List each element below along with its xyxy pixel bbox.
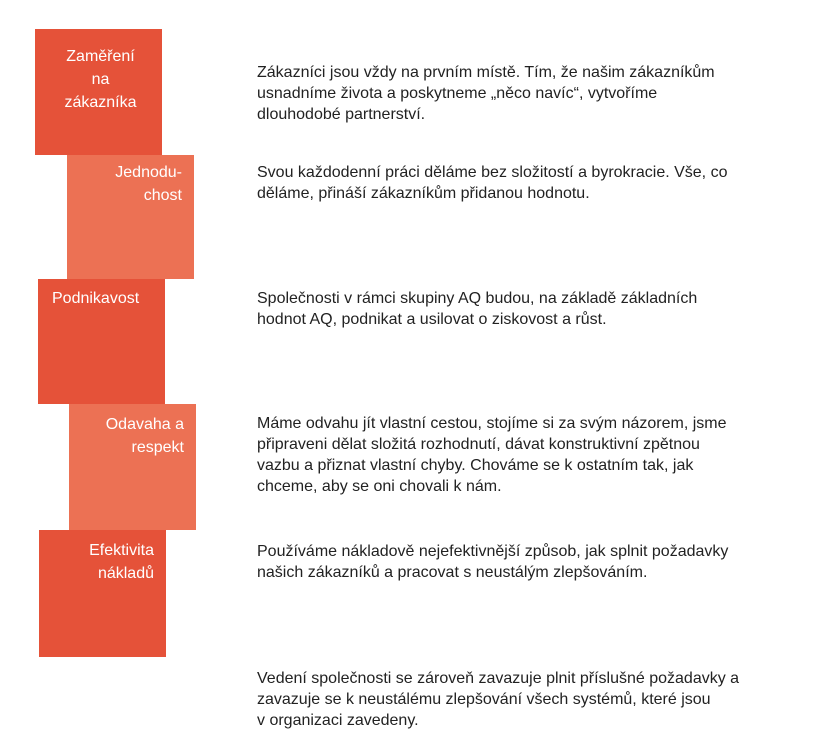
value-label: Odavaha a respekt xyxy=(105,416,184,456)
value-block-entrepreneurship xyxy=(38,279,165,404)
value-description: Máme odvahu jít vlastní cestou, stojíme si za svým názorem, jsme připraveni dělat složitá rozhodnutí, dávat konstruktivní zpětnou vazbu a přiznat vlastní chyby. Chováme se k ostatním tak, jak chceme, aby se oni chovali k nám. xyxy=(257,415,727,495)
value-label: Zaměření na zákazníka xyxy=(64,48,137,111)
value-description: Společnosti v rámci skupiny AQ budou, na základě základních hodnot AQ, podnikat a usilovat o ziskovost a růst. xyxy=(257,290,698,328)
value-description: Používáme nákladově nejefektivnější způsob, jak splnit požadavky našich zákazníků a pracovat s neustálým zlepšováním. xyxy=(257,543,729,581)
value-block-simplicity xyxy=(67,155,194,279)
value-label: Podnikavost xyxy=(52,290,140,307)
value-block-customer-focus xyxy=(35,29,162,155)
value-block-cost-efficiency xyxy=(39,530,166,657)
value-description: Zákazníci jsou vždy na prvním místě. Tím, že našim zákazníkům usnadníme života a poskytneme „něco navíc“, vytvoříme dlouhodobé partnerství. xyxy=(257,64,715,123)
value-label: Jednodu- chost xyxy=(115,164,182,204)
value-label: Efektivita nákladů xyxy=(89,542,154,582)
closing-statement: Vedení společnosti se zároveň zavazuje plnit příslušné požadavky a zavazuje se k neustálému zlepšování všech systémů, které jsou v organizaci zavedeny. xyxy=(257,670,740,729)
value-description: Svou každodenní práci děláme bez složitostí a byrokracie. Vše, co děláme, přináší zákazníkům přidanou hodnotu. xyxy=(257,164,728,202)
value-block-courage-respect xyxy=(69,404,196,530)
